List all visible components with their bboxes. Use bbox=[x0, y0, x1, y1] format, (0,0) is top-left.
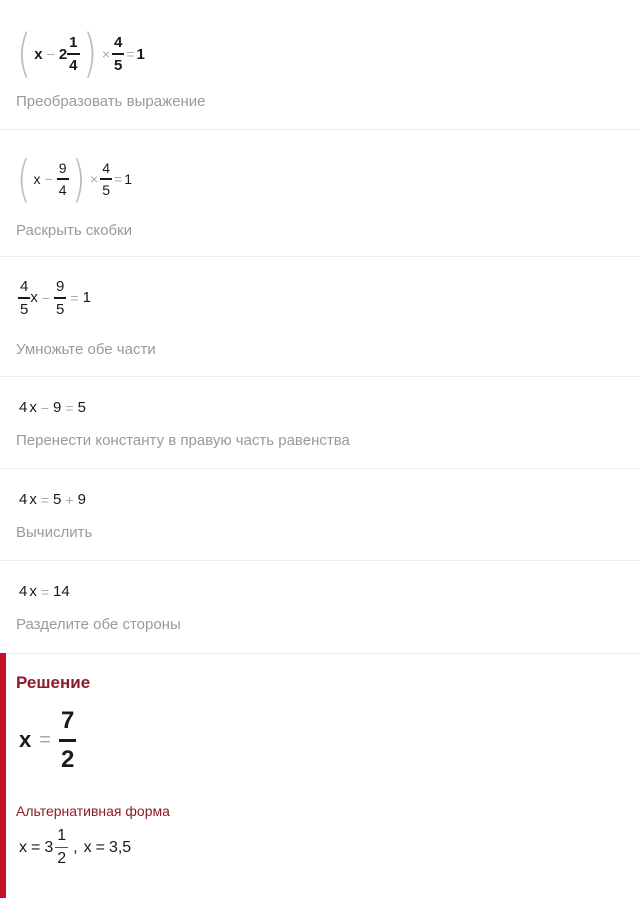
fraction-bar bbox=[18, 297, 30, 299]
step-5-caption: Вычислить bbox=[16, 524, 93, 541]
variable-x: x bbox=[29, 583, 37, 600]
fraction-denominator: 5 bbox=[102, 181, 110, 198]
rhs-value: 14 bbox=[53, 583, 70, 600]
step-2-expression bbox=[14, 150, 132, 208]
solution-fraction bbox=[59, 709, 76, 772]
variable-x: x bbox=[29, 491, 37, 508]
variable-x-2: x bbox=[83, 838, 92, 856]
fraction-bar bbox=[67, 53, 79, 55]
fraction-bar bbox=[54, 297, 66, 299]
multiplier-fraction bbox=[100, 161, 112, 197]
variable-x: x bbox=[34, 45, 43, 63]
fraction-denominator: 5 bbox=[56, 300, 65, 318]
step-1-expression bbox=[14, 24, 145, 84]
addend-a: 5 bbox=[53, 491, 62, 508]
mixed-whole: 3 bbox=[44, 838, 54, 856]
step-1[interactable] bbox=[0, 0, 640, 130]
rhs-value: 5 bbox=[77, 399, 86, 416]
step-2-caption: Раскрыть скобки bbox=[16, 222, 132, 239]
fraction-denominator: 4 bbox=[58, 181, 67, 198]
rhs-value: 1 bbox=[82, 289, 91, 307]
alternative-form-title: Альтернативная форма bbox=[16, 803, 170, 819]
coefficient: 4 bbox=[19, 491, 28, 508]
step-1-caption: Преобразовать выражение bbox=[16, 93, 206, 110]
minus-sign: − bbox=[41, 289, 51, 306]
fraction-numerator: 1 bbox=[69, 34, 78, 52]
equals-sign: = bbox=[126, 46, 135, 62]
multiplier-fraction bbox=[112, 35, 124, 73]
coefficient: 4 bbox=[19, 399, 28, 416]
fraction-bar bbox=[55, 847, 68, 848]
addend-b: 9 bbox=[77, 491, 86, 508]
equals-sign: = bbox=[70, 289, 79, 306]
fraction-bar bbox=[100, 178, 112, 180]
fraction-numerator: 4 bbox=[102, 160, 110, 177]
variable-x: x bbox=[33, 171, 41, 187]
equals-sign: = bbox=[40, 583, 50, 600]
equals-sign: = bbox=[114, 171, 123, 187]
fraction-bar bbox=[112, 53, 124, 55]
minus-sign: − bbox=[40, 399, 50, 416]
times-sign: × bbox=[90, 171, 99, 187]
fraction-denominator: 2 bbox=[57, 850, 67, 868]
fraction-numerator: 7 bbox=[60, 707, 75, 734]
comma-separator: , bbox=[73, 838, 78, 856]
step-2[interactable] bbox=[0, 130, 640, 257]
step-6-caption: Разделите обе стороны bbox=[16, 616, 181, 633]
coefficient-fraction bbox=[18, 279, 30, 317]
rhs-value: 1 bbox=[124, 171, 132, 187]
constant: 9 bbox=[53, 399, 62, 416]
right-paren: ) bbox=[82, 24, 97, 84]
coefficient: 4 bbox=[19, 583, 28, 600]
step-6-expression bbox=[19, 583, 70, 600]
variable-x: x bbox=[19, 727, 32, 753]
solution-panel bbox=[0, 653, 640, 898]
solution-heading: Решение bbox=[16, 673, 91, 692]
step-4-caption: Перенести константу в правую часть равенства bbox=[16, 432, 350, 449]
step-6[interactable] bbox=[0, 561, 640, 654]
minus-sign: − bbox=[46, 46, 55, 62]
step-4-expression bbox=[19, 399, 86, 416]
step-4[interactable] bbox=[0, 377, 640, 469]
fraction-denominator: 4 bbox=[69, 56, 78, 74]
fraction-numerator: 1 bbox=[57, 827, 67, 844]
times-sign: × bbox=[101, 46, 110, 62]
step-3-expression bbox=[18, 279, 91, 317]
fraction-numerator: 9 bbox=[56, 278, 65, 295]
step-5[interactable] bbox=[0, 469, 640, 561]
variable-x: x bbox=[19, 838, 27, 856]
fraction-numerator: 4 bbox=[20, 278, 29, 295]
variable-x: x bbox=[30, 289, 38, 307]
step-5-expression bbox=[19, 491, 86, 508]
fraction-bar bbox=[57, 178, 69, 180]
alternative-form-expression bbox=[19, 828, 131, 867]
fraction-denominator: 5 bbox=[114, 56, 123, 74]
mixed-fraction bbox=[55, 828, 68, 867]
equals-sign: = bbox=[39, 728, 51, 751]
equals-sign: = bbox=[40, 491, 50, 508]
rhs-value: 1 bbox=[136, 45, 145, 63]
fraction-numerator: 9 bbox=[58, 160, 67, 177]
left-paren: ( bbox=[16, 150, 31, 208]
right-paren: ) bbox=[71, 150, 86, 208]
variable-x: x bbox=[29, 399, 37, 416]
fraction-bar bbox=[59, 739, 76, 742]
fraction-denominator: 5 bbox=[20, 300, 29, 318]
minus-sign: − bbox=[44, 171, 53, 187]
equals-sign: = bbox=[65, 399, 74, 416]
step-3-caption: Умножьте обе части bbox=[16, 341, 156, 358]
equals-sign: = bbox=[31, 838, 41, 856]
mixed-fraction bbox=[67, 35, 79, 73]
mixed-whole: 2 bbox=[58, 45, 68, 63]
decimal-value: 3,5 bbox=[108, 838, 132, 856]
left-paren: ( bbox=[17, 24, 32, 84]
constant-fraction bbox=[54, 279, 66, 317]
solution-expression bbox=[19, 709, 76, 772]
equals-sign-2: = bbox=[95, 838, 105, 856]
fraction-numerator: 4 bbox=[114, 34, 123, 52]
subtracted-fraction bbox=[57, 161, 69, 197]
fraction-denominator: 2 bbox=[60, 745, 75, 773]
plus-sign: + bbox=[65, 491, 74, 508]
step-3[interactable] bbox=[0, 257, 640, 377]
